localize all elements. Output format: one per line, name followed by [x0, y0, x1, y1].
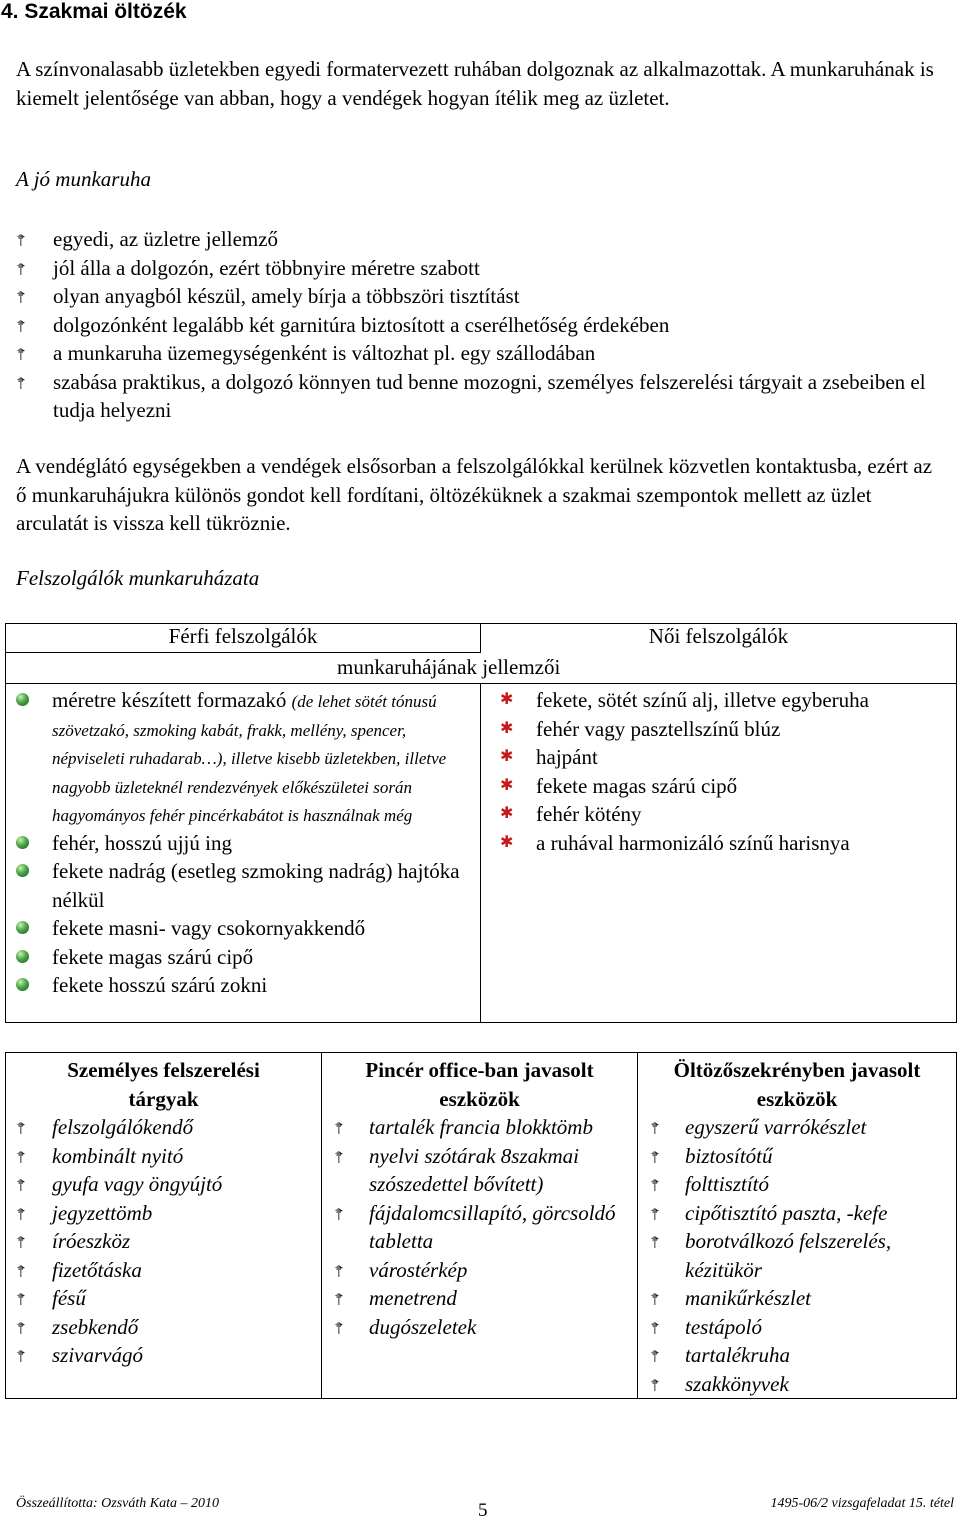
list-item: biztosítótű — [638, 1142, 942, 1171]
list-item: fésű — [6, 1284, 321, 1313]
locker-items-cell — [638, 1053, 957, 1399]
office-items-header: Pincér office-ban javasolt eszközök — [365, 1058, 594, 1111]
table-subheader: munkaruhájának jellemzői — [337, 655, 561, 679]
pin-bullet-icon — [650, 1293, 660, 1305]
pin-bullet-icon — [16, 1208, 26, 1220]
red-star-icon: ✱ — [500, 805, 514, 822]
pin-bullet-icon — [334, 1208, 344, 1220]
list-item: ✱ fehér vagy pasztellszínű blúz — [500, 716, 781, 741]
male-items-cell — [6, 684, 481, 1023]
list-item: íróeszköz — [6, 1227, 321, 1256]
list-item: fájdalomcsillapító, görcsoldó tabletta — [322, 1199, 617, 1256]
list-item: kombinált nyitó — [6, 1142, 321, 1171]
female-items-cell — [481, 684, 957, 1023]
red-star-icon: ✱ — [500, 776, 514, 794]
list-item: gyufa vagy öngyújtó — [6, 1170, 321, 1199]
personal-items-cell — [6, 1053, 322, 1399]
pin-bullet-icon — [650, 1151, 660, 1163]
pin-bullet-icon — [16, 1350, 26, 1362]
male-items-list — [6, 684, 480, 1000]
red-star-icon: ✱ — [500, 748, 514, 765]
list-item: folttisztító — [638, 1170, 942, 1199]
waiters-uniform-title: Felszolgálók munkaruházata — [16, 566, 260, 590]
footer-exam-code: 1495-06/2 vizsgafeladat 15. tétel — [770, 1496, 954, 1511]
list-item: fekete hosszú szárú zokni — [6, 971, 470, 1000]
list-item: felszolgálókendő — [6, 1113, 321, 1142]
female-items-list — [481, 684, 956, 857]
female-header: Női felszolgálók — [481, 624, 957, 653]
list-item: várostérkép — [322, 1256, 617, 1285]
pin-bullet-icon — [16, 1236, 26, 1248]
list-item: testápoló — [638, 1313, 942, 1342]
list-item: manikűrkészlet — [638, 1284, 942, 1313]
list-item: nyelvi szótárak 8szakmai szószedettel bővített) — [322, 1142, 617, 1199]
pin-bullet-icon — [16, 1151, 26, 1163]
office-items-cell — [322, 1053, 638, 1399]
green-ball-icon — [16, 921, 29, 934]
pin-bullet-icon — [16, 1293, 26, 1305]
pin-bullet-icon — [650, 1179, 660, 1191]
list-item: tartalékruha — [638, 1341, 942, 1370]
green-ball-icon — [16, 978, 29, 991]
green-ball-icon — [16, 836, 29, 849]
locker-items-list — [638, 1113, 956, 1398]
pin-bullet-icon — [16, 377, 26, 389]
list-item: fekete masni- vagy csokornyakkendő — [6, 914, 470, 943]
list-item: jól álla a dolgozón, ezért többnyire méretre szabott — [16, 254, 946, 283]
list-item: szabása praktikus, a dolgozó könnyen tud benne mozogni, személyes felszerelési tárgyait a zsebeiben el tudja helyezni — [16, 368, 946, 425]
red-star-icon: ✱ — [500, 691, 514, 708]
pin-bullet-icon — [16, 291, 26, 303]
list-item: egyszerű varrókészlet — [638, 1113, 942, 1142]
list-item: menetrend — [322, 1284, 617, 1313]
waiters-contact-paragraph: A vendéglátó egységekben a vendégek elsősorban a felszolgálókkal kerülnek közvetlen kontaktusba, ezért az ő munkaruhájukra különös gondot kell fordítani, öltözéküknek a szakmai szempontok mellett az üzlet arculatát is vissza kell tükröznie. — [16, 454, 933, 535]
list-item: szakkönyvek — [638, 1370, 942, 1399]
list-item: fehér, hosszú ujjú ing — [6, 829, 470, 858]
equipment-table — [5, 1052, 957, 1399]
list-item: ✱ fekete, sötét színű alj, illetve egyberuha — [500, 688, 869, 712]
pin-bullet-icon — [16, 348, 26, 360]
personal-items-header: Személyes felszerelési tárgyak — [67, 1058, 260, 1111]
list-item: fizetőtáska — [6, 1256, 321, 1285]
pin-bullet-icon — [16, 1122, 26, 1134]
list-item: borotválkozó felszerelés, kézitükör — [638, 1227, 942, 1284]
pin-bullet-icon — [650, 1379, 660, 1391]
green-ball-icon — [16, 864, 29, 877]
list-item: ✱ fekete magas szárú cipő — [500, 773, 738, 798]
good-uniform-list — [16, 225, 946, 425]
page-number: 5 — [478, 1500, 488, 1521]
list-item: dugószeletek — [322, 1313, 617, 1342]
list-item: dolgozónként legalább két garnitúra biztosított a cserélhetőség érdekében — [16, 311, 946, 340]
pin-bullet-icon — [334, 1293, 344, 1305]
list-item: tartalék francia blokktömb — [322, 1113, 617, 1142]
office-items-list — [322, 1113, 637, 1341]
pin-bullet-icon — [650, 1322, 660, 1334]
section-title: 4. Szakmai öltözék — [1, 0, 187, 23]
list-item: zsebkendő — [6, 1313, 321, 1342]
list-item: szivarvágó — [6, 1341, 321, 1370]
pin-bullet-icon — [16, 234, 26, 246]
list-item: ✱ hajpánt — [500, 745, 598, 769]
list-item: fekete magas szárú cipő — [6, 943, 470, 972]
list-item: fekete nadrág (esetleg szmoking nadrág) hajtóka nélkül — [6, 857, 470, 914]
pin-bullet-icon — [334, 1322, 344, 1334]
pin-bullet-icon — [16, 1265, 26, 1277]
uniform-table — [5, 623, 957, 1023]
list-item: a munkaruha üzemegységenként is változhat pl. egy szállodában — [16, 339, 946, 368]
list-item: jegyzettömb — [6, 1199, 321, 1228]
list-item: ✱ fehér kötény — [500, 802, 642, 826]
list-item: ✱ a ruhával harmonizáló színű harisnya — [500, 830, 850, 855]
personal-items-list — [6, 1113, 321, 1370]
good-uniform-title: A jó munkaruha — [16, 167, 151, 191]
pin-bullet-icon — [334, 1265, 344, 1277]
red-star-icon: ✱ — [500, 833, 514, 851]
pin-bullet-icon — [334, 1122, 344, 1134]
green-ball-icon — [16, 693, 29, 706]
pin-bullet-icon — [16, 320, 26, 332]
pin-bullet-icon — [16, 1322, 26, 1334]
footer-author: Összeállította: Ozsváth Kata – 2010 — [16, 1496, 220, 1511]
list-item: méretre készített formazakó (de lehet sötét tónusú szövetzakó, szmoking kabát, frakk, mellény, spencer, népviseleti ruhadarab…), illetve kisebb üzletekben, illetve nagyobb üzleteknél rendezvények előkészületei során hagyományos fehér pincérkabátot is használnak még — [6, 686, 470, 829]
pin-bullet-icon — [16, 263, 26, 275]
list-item: olyan anyagból készül, amely bírja a többszöri tisztítást — [16, 282, 946, 311]
pin-bullet-icon — [334, 1151, 344, 1163]
red-star-icon: ✱ — [500, 719, 514, 737]
pin-bullet-icon — [16, 1179, 26, 1191]
locker-items-header: Öltözőszekrényben javasolt eszközök — [673, 1058, 921, 1111]
list-item: cipőtisztító paszta, -kefe — [638, 1199, 942, 1228]
intro-paragraph: A színvonalasabb üzletekben egyedi formatervezett ruhában dolgoznak az alkalmazottak. A munkaruhának is kiemelt jelentősége van abban, hogy a vendégek hogyan ítélik meg az üzletet. — [16, 57, 934, 110]
pin-bullet-icon — [650, 1236, 660, 1248]
green-ball-icon — [16, 950, 29, 963]
formal-jacket-note: (de lehet sötét tónusú szövetzakó, szmoking kabát, frakk, mellény, spencer, népviseleti ruhadarab…), illetve kisebb üzletekben, illetve nagyobb üzleteknél rendezvények előkészületei során hagyományos fehér pincérkabátot is használnak még — [52, 692, 447, 825]
pin-bullet-icon — [650, 1350, 660, 1362]
male-header: Férfi felszolgálók — [6, 624, 481, 653]
pin-bullet-icon — [650, 1208, 660, 1220]
list-item: egyedi, az üzletre jellemző — [16, 225, 946, 254]
pin-bullet-icon — [650, 1122, 660, 1134]
